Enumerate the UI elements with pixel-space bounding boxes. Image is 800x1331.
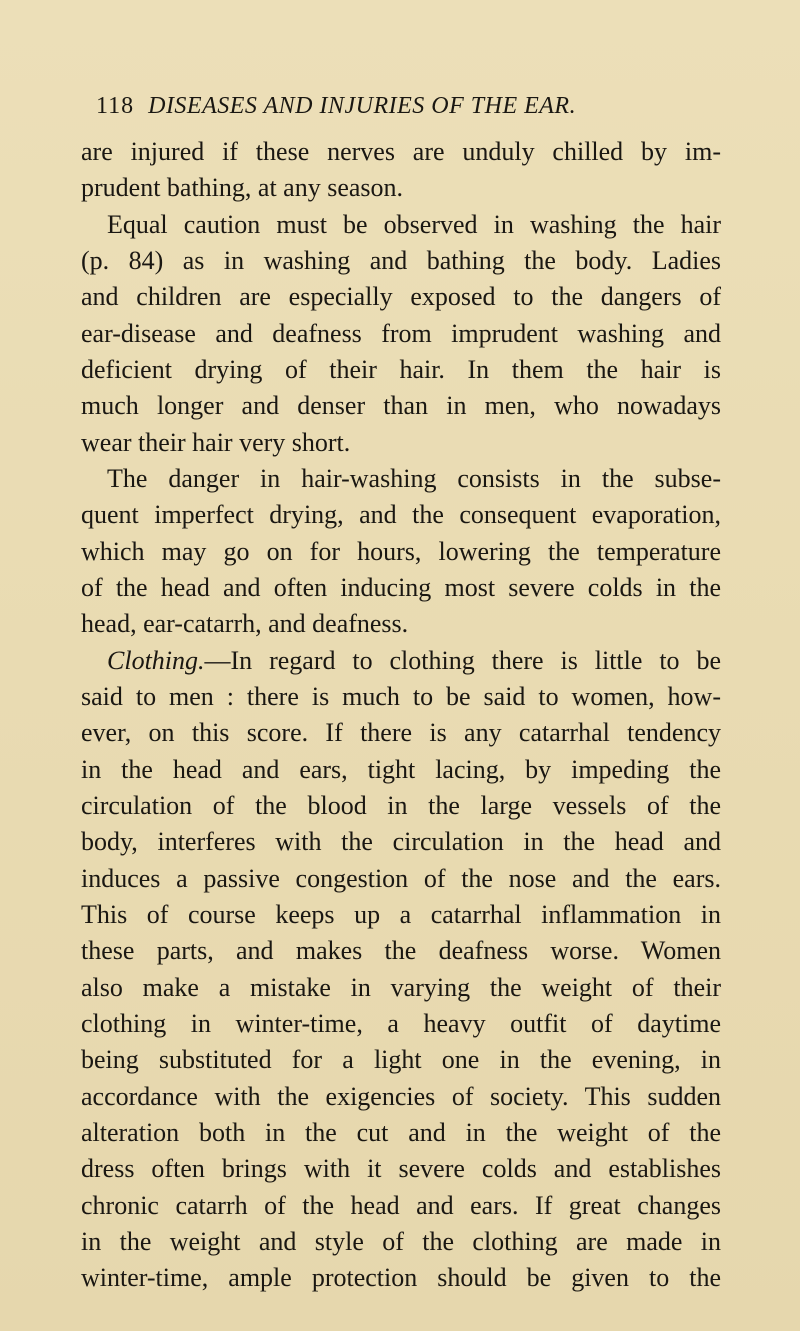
text-line: chronic catarrh of the head and ears. If great changes xyxy=(81,1190,721,1220)
text-line: This of course keeps up a catarrhal inflammation in xyxy=(81,899,721,929)
text-line: being substituted for a light one in the evening, in xyxy=(81,1045,721,1075)
page-number: 118 xyxy=(96,93,135,119)
text-line: said to men : there is much to be said to women, how- xyxy=(81,681,721,711)
text-line: these parts, and makes the deafness worse. Women xyxy=(81,936,721,966)
running-head-title: DISEASES AND INJURIES OF THE EAR. xyxy=(148,93,577,119)
paragraph-start-line: The danger in hair-washing consists in the subse- xyxy=(107,463,721,493)
text-line: body, interferes with the circulation in the head and xyxy=(81,827,721,857)
section-heading-clothing: Clothing. xyxy=(107,645,205,675)
text-line: deficient drying of their hair. In them the hair is xyxy=(81,354,721,384)
text-line: accordance with the exigencies of society. This sudden xyxy=(81,1081,721,1111)
body-text xyxy=(81,134,721,1297)
text-line: also make a mistake in varying the weight of their xyxy=(81,972,721,1002)
text-line: dress often brings with it severe colds and establishes xyxy=(81,1154,721,1184)
text-line: prudent bathing, at any season. xyxy=(81,173,404,203)
text-line: of the head and often inducing most severe colds in the xyxy=(81,572,721,602)
text-line: quent imperfect drying, and the consequent evaporation, xyxy=(81,500,721,530)
text-line: ear-disease and deafness from imprudent washing and xyxy=(81,318,721,348)
text-line: (p. 84) as in washing and bathing the body. Ladies xyxy=(81,245,721,275)
text-line: in the head and ears, tight lacing, by impeding the xyxy=(81,754,721,784)
text-line: ever, on this score. If there is any catarrhal tendency xyxy=(81,718,721,748)
text-run: —In regard to clothing there is little to be xyxy=(204,645,721,675)
text-line: winter-time, ample protection should be given to the xyxy=(81,1263,721,1293)
text-line: which may go on for hours, lowering the temperature xyxy=(81,536,721,566)
text-line: and children are especially exposed to the dangers of xyxy=(81,282,721,312)
text-line: circulation of the blood in the large vessels of the xyxy=(81,790,721,820)
text-line: head, ear-catarrh, and deafness. xyxy=(81,609,409,639)
text-line: wear their hair very short. xyxy=(81,427,351,457)
text-line: much longer and denser than in men, who nowadays xyxy=(81,391,721,421)
text-line: clothing in winter-time, a heavy outfit of daytime xyxy=(81,1008,721,1038)
text-line: induces a passive congestion of the nose and the ears. xyxy=(81,863,721,893)
paragraph-start-line: Equal caution must be observed in washing the hair xyxy=(107,209,721,239)
running-head xyxy=(96,88,716,124)
text-line: are injured if these nerves are unduly chilled by im- xyxy=(81,137,721,166)
paragraph-start-line xyxy=(81,643,721,679)
text-line: alteration both in the cut and in the weight of the xyxy=(81,1117,721,1147)
text-line: in the weight and style of the clothing are made in xyxy=(81,1226,721,1256)
